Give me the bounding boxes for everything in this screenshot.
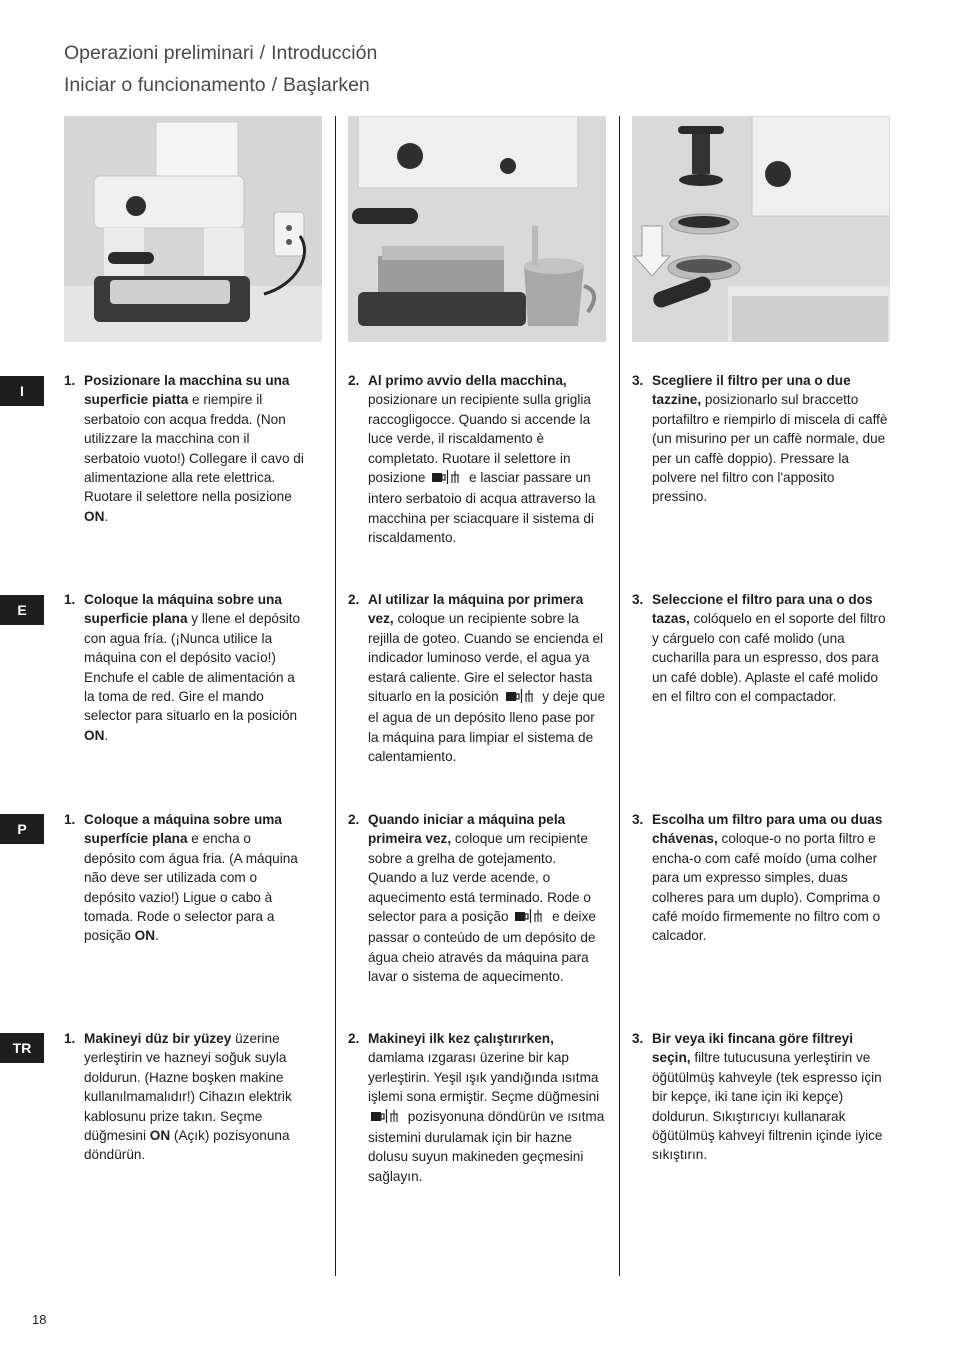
step-it-2: 2. Al primo avvio della macchina, posizionare un recipiente sulla griglia raccogligocce. Quando si accende la luce verde, il riscaldamento è completato. Ruotare il selettore in posizione e lasciar passare un intero serbatoio di acqua attraverso la macchina per sciacquare il sistema di riscaldamento. xyxy=(348,373,596,546)
title-separator: / xyxy=(271,74,278,96)
step-pt-3: 3. Escolha um filtro para uma ou duas chávenas, coloque-o no porta filtro e encha-o com café moído (uma colher para um expresso simples, duas colheres para um duplo). Comprima o café moído firmemente no filtro com o calcador. xyxy=(632,812,883,944)
cup-and-steam-icon xyxy=(514,909,546,928)
language-tab-pt: P xyxy=(0,814,44,844)
cup-and-steam-icon xyxy=(370,1109,402,1128)
page-title-line-2 xyxy=(64,74,370,97)
page-number: 18 xyxy=(32,1312,47,1327)
cup-and-steam-icon xyxy=(505,689,537,708)
step-pt-2: 2. Quando iniciar a máquina pela primeira vez, coloque um recipiente sobre a grelha de gotejamento. Quando a luz verde acende, o aquecimento está terminado. Rode o selector para a posição e deixe passar o conteúdo de um depósito de água cheio através da máquina para lavar o sistema de aquecimento. xyxy=(348,812,596,985)
step-it-3: 3. Scegliere il filtro per una o due tazzine, posizionarlo sul braccetto portafiltro e riempirlo di miscela di caffè (un misurino per un caffè normale, due per un caffè doppio). Pressare la polvere nel filtro con l'apposito pressino. xyxy=(632,373,888,505)
language-tab-tr: TR xyxy=(0,1033,44,1063)
language-tab-it: I xyxy=(0,376,44,406)
step-tr-1: 1. Makineyi düz bir yüzey üzerine yerleştirin ve hazneyi soğuk suyla doldurun. (Hazne boşken makine kullanılmamalıdır!) Cihazın elektrik kablosunu prize takın. Seçme düğmesini ON (Açık) pozisyonuna döndürün. xyxy=(64,1031,292,1163)
step-es-1: 1. Coloque la máquina sobre una superficie plana y llene el depósito con agua fría. (¡Nunca utilice la máquina con el depósito vacío!) Enchufe el cable de alimentación a la toma de red. Gire el mando selector para situarlo en la posición ON. xyxy=(64,592,301,743)
language-tab-es: E xyxy=(0,595,44,625)
step-es-3: 3. Seleccione el filtro para una o dos tazas, colóquelo en el soporte del filtro y cárguelo con café molido (una cucharilla para un espresso, dos para un café doble). Aplaste el café molido en el filtro con el compactador. xyxy=(632,592,886,705)
illustration-machine-setup xyxy=(64,116,322,342)
cup-and-steam-icon xyxy=(431,470,463,489)
title-tr: Başlarken xyxy=(283,74,370,96)
title-pt: Iniciar o funcionamento xyxy=(64,74,266,96)
title-es: Introducción xyxy=(271,42,378,64)
illustration-first-use xyxy=(348,116,606,342)
title-it: Operazioni preliminari xyxy=(64,42,254,64)
page-title-line-1 xyxy=(64,42,377,65)
step-it-1: 1. Posizionare la macchina su una superficie piatta e riempire il serbatoio con acqua fredda. (Non utilizzare la macchina con il serbatoio vuoto!) Collegare il cavo di alimentazione alla rete elettrica. Ruotare il selettore nella posizione ON. xyxy=(64,373,304,524)
step-tr-2: 2. Makineyi ilk kez çalıştırırken, damlama ızgarası üzerine bir kap yerleştirin. Yeşil ışık yandığında ısıtma işlemi sona ermiştir. Seçme düğmesini pozisyonuna döndürün ve ısıtma sistemini durulamak için bir hazne dolusu suyun makineden geçmesini sağlayın. xyxy=(348,1031,605,1184)
column-divider xyxy=(619,116,620,1276)
column-divider xyxy=(335,116,336,1276)
step-pt-1: 1. Coloque a máquina sobre uma superfície plana e encha o depósito com água fria. (A máquina não deve ser utilizada com o depósito vazio!) Ligue o cabo à tomada. Rode o selector para a posição ON. xyxy=(64,812,298,944)
step-es-2: 2. Al utilizar la máquina por primera vez, coloque un recipiente sobre la rejilla de goteo. Cuando se encienda el indicador luminoso verde, el agua ya estará caliente. Gire el selector hasta situarlo en la posición y deje que el agua de un depósito lleno pase por la máquina para limpiar el sistema de calentamiento. xyxy=(348,592,606,765)
step-tr-3: 3. Bir veya iki fincana göre filtreyi seçin, filtre tutucusuna yerleştirin ve öğütülmüş kahveyle (tek espresso için bir kepçe, iki tane için iki kepçe) doldurun. Sıkıştırıcıyı kullanarak öğütülmüş kahveyi filtrenin içinde iyice sıkıştırın. xyxy=(632,1031,883,1163)
illustration-filter-choice xyxy=(632,116,890,342)
title-separator: / xyxy=(259,42,266,64)
